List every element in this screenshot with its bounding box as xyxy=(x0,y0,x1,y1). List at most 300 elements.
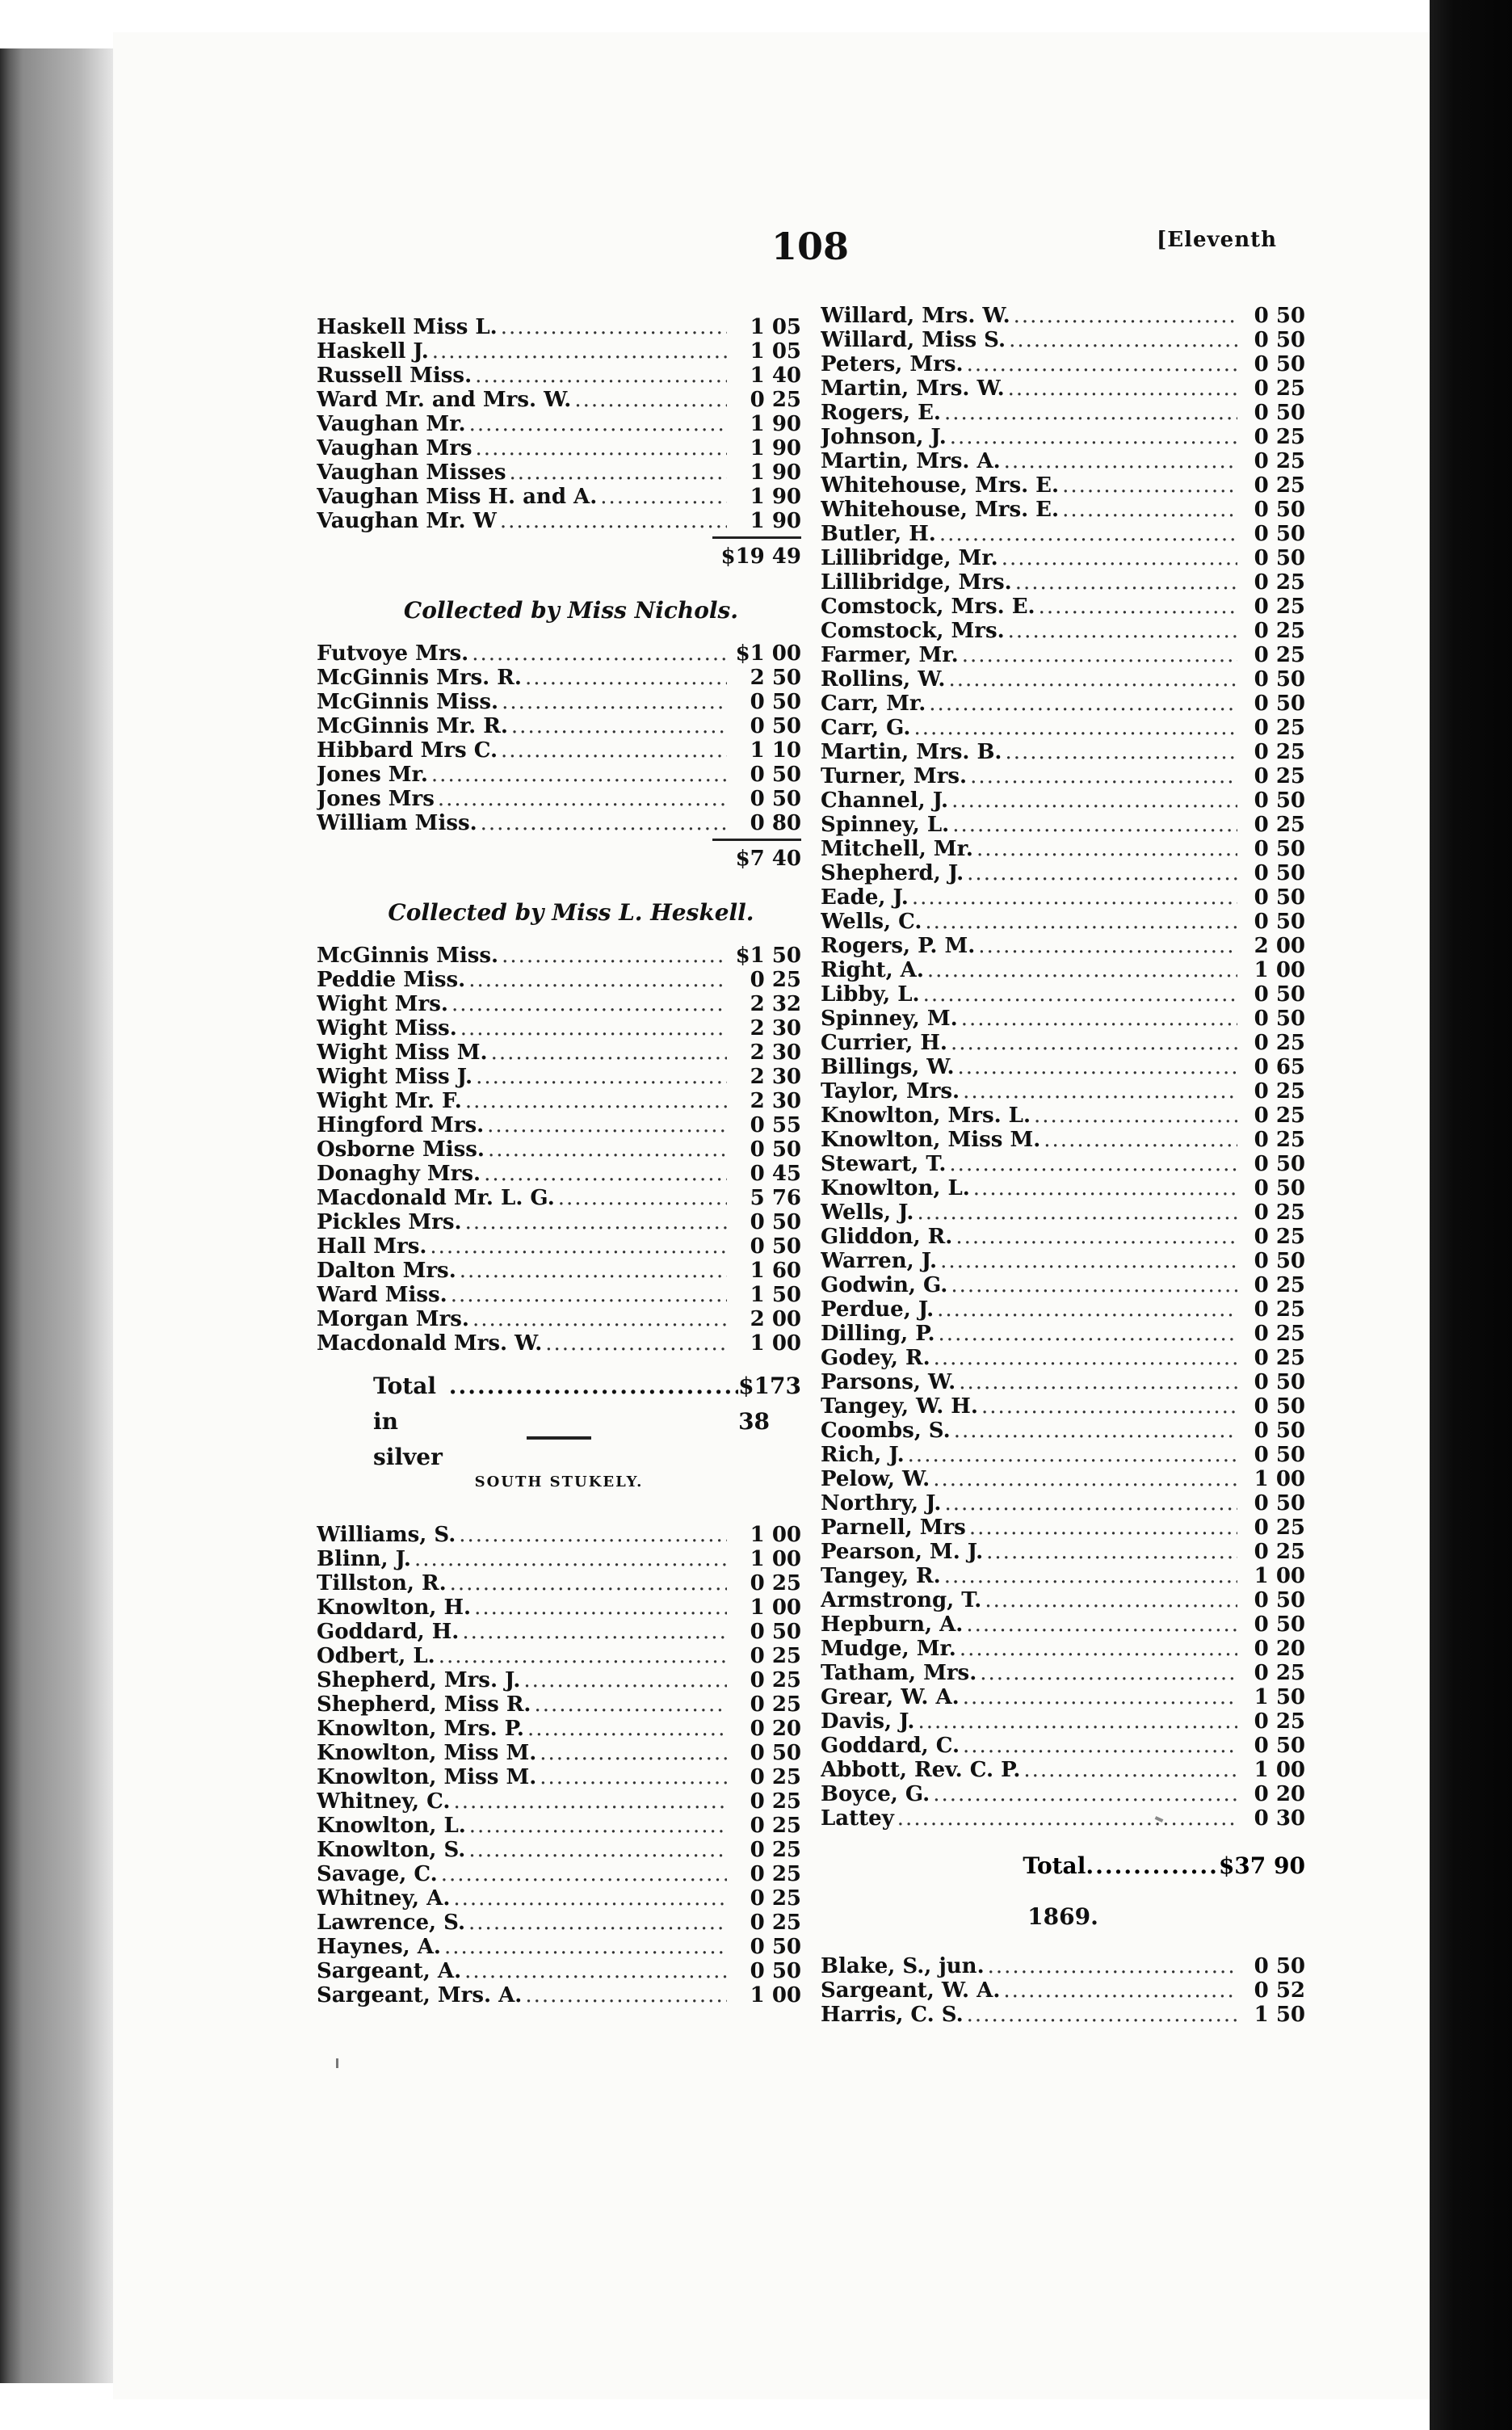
contributor-name: Pickles Mrs. xyxy=(317,1210,462,1234)
contribution-amount: 1 10 xyxy=(750,738,801,763)
contribution-amount: 0 25 xyxy=(1254,1225,1305,1249)
leader-dots xyxy=(450,1886,727,1911)
contribution-amount: 0 25 xyxy=(1254,1540,1305,1564)
list-entry xyxy=(317,1789,801,1814)
contributor-name: Peters, Mrs. xyxy=(821,352,964,376)
list-entry xyxy=(821,788,1305,813)
list-entry xyxy=(821,740,1305,764)
contributor-name: Carr, Mr. xyxy=(821,692,926,716)
contribution-amount: 0 50 xyxy=(1254,1954,1305,1978)
contributor-name: Davis, J. xyxy=(821,1709,915,1734)
list-entry xyxy=(821,1249,1305,1273)
contribution-amount: 0 25 xyxy=(1254,1200,1305,1225)
contribution-amount: 0 25 xyxy=(1254,1128,1305,1152)
list-entry xyxy=(317,315,801,339)
contribution-amount: 0 50 xyxy=(1254,1394,1305,1419)
contributor-name: Osborne Miss. xyxy=(317,1137,485,1162)
contribution-amount: 0 25 xyxy=(750,1911,801,1935)
list-entry xyxy=(821,449,1305,473)
contribution-amount: 0 50 xyxy=(1254,861,1305,885)
list-entry xyxy=(317,1838,801,1862)
contributor-name: Parnell, Mrs xyxy=(821,1516,966,1540)
leader-dots xyxy=(976,1661,1237,1685)
leader-dots xyxy=(446,1368,738,1404)
leader-dots xyxy=(981,1588,1237,1612)
contribution-amount: 0 50 xyxy=(1254,352,1305,376)
contribution-amount: 1 50 xyxy=(1254,1685,1305,1709)
contributor-name: Lattey xyxy=(821,1806,894,1831)
contribution-amount: 0 25 xyxy=(1254,570,1305,595)
contribution-amount: 0 25 xyxy=(1254,1516,1305,1540)
leader-dots xyxy=(411,1547,727,1571)
contribution-amount: 0 25 xyxy=(1254,1346,1305,1370)
contributor-name: Martin, Mrs. A. xyxy=(821,449,1001,473)
contribution-amount: 0 25 xyxy=(1254,1322,1305,1346)
contribution-amount: 0 50 xyxy=(1254,498,1305,522)
contributor-name: Tatham, Mrs. xyxy=(821,1661,977,1685)
list-entry xyxy=(317,1571,801,1595)
contributor-name: McGinnis Mrs. R. xyxy=(317,666,522,690)
leader-dots xyxy=(958,1007,1237,1031)
contribution-amount: 0 50 xyxy=(1254,1007,1305,1031)
contributor-name: Tillston, R. xyxy=(317,1571,447,1595)
contributor-name: Harris, C. S. xyxy=(821,2003,964,2027)
leader-dots xyxy=(459,1620,727,1644)
contributor-name: Lillibridge, Mrs. xyxy=(821,570,1012,595)
contributor-name: Wells, J. xyxy=(821,1200,914,1225)
list-entry xyxy=(821,1685,1305,1709)
contribution-amount: 0 50 xyxy=(750,1741,801,1765)
contribution-amount: 0 25 xyxy=(1254,1031,1305,1055)
leader-dots xyxy=(924,958,1237,982)
leader-dots xyxy=(964,352,1237,376)
list-entry xyxy=(317,1668,801,1692)
leader-dots xyxy=(506,460,727,485)
contribution-amount: 1 00 xyxy=(1254,958,1305,982)
contributor-name: Haskell Miss L. xyxy=(317,315,498,339)
list-entry xyxy=(821,1782,1305,1806)
leader-dots xyxy=(472,436,727,460)
contributor-name: Sargeant, A. xyxy=(317,1959,462,1983)
contribution-amount: 2 30 xyxy=(750,1041,801,1065)
contributor-name: Knowlton, L. xyxy=(317,1814,466,1838)
list-entry xyxy=(317,339,801,364)
leader-dots xyxy=(1002,740,1237,764)
contributor-name: Wight Mr. F. xyxy=(317,1089,462,1113)
list-entry xyxy=(821,425,1305,449)
leader-dots xyxy=(963,1612,1237,1637)
list-entry xyxy=(821,958,1305,982)
list-entry xyxy=(821,910,1305,934)
list-entry xyxy=(821,1709,1305,1734)
group-1-total: $19 49 xyxy=(712,536,801,574)
leader-dots xyxy=(960,1685,1237,1709)
contributor-name: Haynes, A. xyxy=(317,1935,441,1959)
contribution-amount: 1 90 xyxy=(750,485,801,509)
list-entry xyxy=(317,1814,801,1838)
leader-dots xyxy=(471,1595,727,1620)
leader-dots xyxy=(983,1540,1237,1564)
contribution-amount: 0 52 xyxy=(1254,1978,1305,2003)
contribution-amount: 0 25 xyxy=(750,1765,801,1789)
contributor-name: Abbott, Rev. C. P. xyxy=(821,1758,1021,1782)
contribution-amount: 1 50 xyxy=(1254,2003,1305,2027)
contributor-name: Macdonald Mr. L. G. xyxy=(317,1186,555,1210)
contributor-name: Godwin, G. xyxy=(821,1273,948,1297)
contribution-amount: 0 20 xyxy=(750,1717,801,1741)
contribution-amount: 1 05 xyxy=(750,315,801,339)
contributor-name: McGinnis Miss. xyxy=(317,690,499,714)
leader-dots xyxy=(967,764,1237,788)
contribution-amount: 0 50 xyxy=(1254,1588,1305,1612)
contribution-amount: 0 50 xyxy=(1254,1491,1305,1516)
contributor-name: Vaughan Mr. W xyxy=(317,509,497,533)
contribution-amount: 1 90 xyxy=(750,412,801,436)
leader-dots xyxy=(956,1370,1237,1394)
book-gutter-left xyxy=(0,48,113,2383)
leader-dots xyxy=(985,1954,1237,1978)
left-group-2 xyxy=(317,641,801,835)
leader-dots xyxy=(456,1259,727,1283)
list-entry xyxy=(821,546,1305,570)
contribution-amount: 0 50 xyxy=(750,763,801,787)
contributor-name: Knowlton, Miss M. xyxy=(317,1741,537,1765)
leader-dots xyxy=(1059,498,1237,522)
contributor-name: Knowlton, Miss M. xyxy=(821,1128,1041,1152)
contribution-amount: 0 50 xyxy=(1254,1734,1305,1758)
contribution-amount: 0 50 xyxy=(1254,1419,1305,1443)
list-entry xyxy=(317,1595,801,1620)
leader-dots xyxy=(488,1041,727,1065)
right-group-2 xyxy=(821,1954,1305,2027)
leader-dots xyxy=(1012,570,1237,595)
contributor-name: Wells, C. xyxy=(821,910,922,934)
contribution-amount: 0 25 xyxy=(1254,716,1305,740)
leader-dots xyxy=(555,1186,727,1210)
book-edge-right xyxy=(1430,0,1512,2430)
margin-mark xyxy=(336,2058,338,2068)
list-entry xyxy=(821,328,1305,352)
list-entry xyxy=(821,1612,1305,1637)
contribution-amount: 2 30 xyxy=(750,1016,801,1041)
leader-dots xyxy=(1005,376,1237,401)
contributor-name: Johnson, J. xyxy=(821,425,947,449)
list-entry xyxy=(821,1588,1305,1612)
contributor-name: McGinnis Miss. xyxy=(317,944,499,968)
contribution-amount: 0 25 xyxy=(1254,1273,1305,1297)
leader-dots xyxy=(597,485,727,509)
contribution-amount: 0 45 xyxy=(750,1162,801,1186)
leader-dots xyxy=(498,738,727,763)
list-entry xyxy=(317,1935,801,1959)
list-entry xyxy=(317,666,801,690)
list-entry xyxy=(317,364,801,388)
contributor-name: Hingford Mrs. xyxy=(317,1113,485,1137)
right-group-1 xyxy=(821,304,1305,1831)
list-entry xyxy=(317,1547,801,1571)
contribution-amount: 0 25 xyxy=(750,388,801,412)
contribution-amount: 0 25 xyxy=(1254,740,1305,764)
leader-dots xyxy=(920,982,1237,1007)
contributor-name: Blinn, J. xyxy=(317,1547,411,1571)
list-entry xyxy=(317,1886,801,1911)
contribution-amount: 2 00 xyxy=(750,1307,801,1331)
list-entry xyxy=(821,1297,1305,1322)
contributor-name: Godey, R. xyxy=(821,1346,930,1370)
list-entry xyxy=(821,1954,1305,1978)
contribution-amount: 0 25 xyxy=(1254,1709,1305,1734)
list-entry xyxy=(821,595,1305,619)
contribution-amount: 1 50 xyxy=(750,1283,801,1307)
contributor-name: Grear, W. A. xyxy=(821,1685,960,1709)
contribution-amount: 0 50 xyxy=(1254,910,1305,934)
contribution-amount: 0 25 xyxy=(1254,619,1305,643)
leader-dots xyxy=(947,1031,1237,1055)
list-entry xyxy=(821,692,1305,716)
contribution-amount: 0 25 xyxy=(1254,595,1305,619)
list-entry xyxy=(317,641,801,666)
leader-dots xyxy=(914,1200,1237,1225)
contributor-name: Pelow, W. xyxy=(821,1467,930,1491)
list-entry xyxy=(317,1620,801,1644)
leader-dots xyxy=(447,1571,727,1595)
leader-dots xyxy=(481,1162,727,1186)
list-entry xyxy=(821,498,1305,522)
leader-dots xyxy=(934,1297,1237,1322)
contribution-amount: 1 60 xyxy=(750,1259,801,1283)
right-column xyxy=(821,304,1305,2027)
list-entry xyxy=(821,1031,1305,1055)
contributor-name: Comstock, Mrs. xyxy=(821,619,1005,643)
contributor-name: Knowlton, S. xyxy=(317,1838,466,1862)
list-entry xyxy=(317,1234,801,1259)
contribution-amount: 0 50 xyxy=(750,690,801,714)
running-head: [Eleventh xyxy=(1157,228,1278,252)
list-entry xyxy=(821,1443,1305,1467)
contributor-name: Armstrong, T. xyxy=(821,1588,982,1612)
contributor-name: Carr, G. xyxy=(821,716,911,740)
leader-dots xyxy=(472,1065,727,1089)
leader-dots xyxy=(428,763,727,787)
leader-dots xyxy=(435,787,727,811)
leader-dots xyxy=(465,1838,727,1862)
leader-dots xyxy=(462,1210,727,1234)
contributor-name: Savage, C. xyxy=(317,1862,438,1886)
contribution-amount: 0 25 xyxy=(1254,376,1305,401)
contributor-name: Wight Miss M. xyxy=(317,1041,488,1065)
contributor-name: Futvoye Mrs. xyxy=(317,641,469,666)
contribution-amount: 1 00 xyxy=(750,1331,801,1356)
leader-dots xyxy=(472,364,727,388)
list-entry xyxy=(317,1283,801,1307)
contributor-name: Rollins, W. xyxy=(821,667,946,692)
list-entry xyxy=(821,304,1305,328)
leader-dots xyxy=(522,666,727,690)
leader-dots xyxy=(894,1806,1237,1831)
list-entry xyxy=(821,522,1305,546)
leader-dots xyxy=(964,861,1237,885)
contributor-name: Libby, L. xyxy=(821,982,920,1007)
list-entry xyxy=(317,460,801,485)
list-entry xyxy=(317,1644,801,1668)
contributor-name: Shepherd, J. xyxy=(821,861,964,885)
leader-dots xyxy=(571,388,727,412)
contributor-name: Vaughan Mrs xyxy=(317,436,472,460)
contributor-name: Vaughan Misses xyxy=(317,460,506,485)
leader-dots xyxy=(998,546,1237,570)
silver-total-amount: $173 38 xyxy=(738,1373,801,1435)
contribution-amount: 0 50 xyxy=(1254,522,1305,546)
list-entry xyxy=(821,1128,1305,1152)
leader-dots xyxy=(531,1692,727,1717)
group-2-total: $7 40 xyxy=(712,839,801,877)
list-entry xyxy=(821,473,1305,498)
list-entry xyxy=(317,1113,801,1137)
contribution-amount: 0 25 xyxy=(1254,425,1305,449)
leader-dots xyxy=(966,1516,1237,1540)
leader-dots xyxy=(466,412,727,436)
leader-dots xyxy=(1010,304,1237,328)
list-entry xyxy=(317,1089,801,1113)
leader-dots xyxy=(448,992,727,1016)
leader-dots xyxy=(947,1273,1237,1297)
contributor-name: Dilling, P. xyxy=(821,1322,935,1346)
contributor-name: Channel, J. xyxy=(821,788,949,813)
list-entry xyxy=(821,1734,1305,1758)
list-entry xyxy=(821,934,1305,958)
leader-dots xyxy=(941,1491,1237,1516)
contributor-name: Rich, J. xyxy=(821,1443,905,1467)
contributor-name: Boyce, G. xyxy=(821,1782,930,1806)
list-entry xyxy=(317,1911,801,1935)
list-entry xyxy=(317,738,801,763)
contributor-name: Whitney, A. xyxy=(317,1886,451,1911)
list-entry xyxy=(317,1016,801,1041)
contribution-amount: 0 50 xyxy=(1254,1612,1305,1637)
contribution-amount: 0 25 xyxy=(750,1692,801,1717)
list-entry xyxy=(821,352,1305,376)
leader-dots xyxy=(905,1443,1237,1467)
leader-dots xyxy=(937,1249,1237,1273)
list-entry xyxy=(317,1765,801,1789)
contributor-name: Donaghy Mrs. xyxy=(317,1162,481,1186)
leader-dots xyxy=(498,690,727,714)
list-entry xyxy=(317,1523,801,1547)
list-entry xyxy=(821,1346,1305,1370)
leader-dots xyxy=(1001,449,1237,473)
leader-dots xyxy=(973,837,1237,861)
list-entry xyxy=(821,1104,1305,1128)
leader-dots xyxy=(456,1523,727,1547)
contribution-amount: 0 25 xyxy=(1254,473,1305,498)
list-entry xyxy=(821,667,1305,692)
year-heading: 1869. xyxy=(1027,1903,1098,1930)
leader-dots xyxy=(498,944,727,968)
leader-dots xyxy=(465,1911,727,1935)
contribution-amount: $1 50 xyxy=(735,944,801,968)
leader-dots xyxy=(930,1782,1237,1806)
leader-dots xyxy=(508,714,727,738)
contribution-amount: 0 30 xyxy=(1254,1806,1305,1831)
contribution-amount: 0 50 xyxy=(1254,1370,1305,1394)
contribution-amount: 2 00 xyxy=(1254,934,1305,958)
contributor-name: Perdue, J. xyxy=(821,1297,934,1322)
leader-dots xyxy=(477,811,727,835)
right-total-amount: $37 90 xyxy=(1218,1852,1305,1879)
list-entry xyxy=(821,1322,1305,1346)
list-entry xyxy=(821,1079,1305,1104)
contributor-name: Whitney, C. xyxy=(317,1789,451,1814)
contributor-name: Comstock, Mrs. E. xyxy=(821,595,1035,619)
leader-dots xyxy=(926,692,1237,716)
contribution-amount: 0 50 xyxy=(750,1137,801,1162)
leader-dots xyxy=(447,1283,727,1307)
list-entry xyxy=(821,716,1305,740)
page-number: 108 xyxy=(771,225,850,268)
contributor-name: Shepherd, Mrs. J. xyxy=(317,1668,521,1692)
list-entry xyxy=(821,1394,1305,1419)
list-entry xyxy=(317,944,801,968)
contributor-name: Spinney, L. xyxy=(821,813,950,837)
contribution-amount: 0 50 xyxy=(750,1234,801,1259)
contributor-name: Gliddon, R. xyxy=(821,1225,953,1249)
contributor-name: Mudge, Mr. xyxy=(821,1637,956,1661)
leader-dots xyxy=(978,1394,1237,1419)
section-title-nichols: Collected by Miss Nichols. xyxy=(403,597,739,624)
list-entry xyxy=(821,1978,1305,2003)
contributor-name: Northry, J. xyxy=(821,1491,942,1516)
contribution-amount: 0 50 xyxy=(1254,667,1305,692)
leader-dots xyxy=(949,813,1237,837)
left-group-1 xyxy=(317,315,801,533)
list-entry xyxy=(821,1419,1305,1443)
leader-dots xyxy=(426,1234,727,1259)
contribution-amount: 0 25 xyxy=(1254,813,1305,837)
list-entry xyxy=(317,436,801,460)
contributor-name: Morgan Mrs. xyxy=(317,1307,469,1331)
list-entry xyxy=(821,570,1305,595)
contribution-amount: 0 50 xyxy=(1254,885,1305,910)
contribution-amount: 0 25 xyxy=(750,968,801,992)
leader-dots xyxy=(948,788,1237,813)
leader-dots xyxy=(909,885,1237,910)
list-entry xyxy=(317,1741,801,1765)
leader-dots xyxy=(485,1137,727,1162)
list-entry xyxy=(317,1862,801,1886)
contribution-amount: 0 25 xyxy=(1254,764,1305,788)
list-entry xyxy=(821,861,1305,885)
contribution-amount: 0 50 xyxy=(750,787,801,811)
contributor-name: Pearson, M. J. xyxy=(821,1540,984,1564)
leader-dots xyxy=(975,934,1237,958)
list-entry xyxy=(317,388,801,412)
list-entry xyxy=(821,1661,1305,1685)
contributor-name: Blake, S., jun. xyxy=(821,1954,985,1978)
leader-dots xyxy=(941,401,1237,425)
list-entry xyxy=(821,1516,1305,1540)
list-entry xyxy=(317,509,801,533)
contributor-name: Peddie Miss. xyxy=(317,968,466,992)
contribution-amount: 2 32 xyxy=(750,992,801,1016)
left-group-3 xyxy=(317,944,801,1356)
contribution-amount: 1 00 xyxy=(1254,1467,1305,1491)
leader-dots xyxy=(959,643,1237,667)
leader-dots xyxy=(438,1862,727,1886)
contribution-amount: 1 00 xyxy=(1254,1564,1305,1588)
contributor-name: Right, A. xyxy=(821,958,924,982)
leader-dots xyxy=(956,1637,1237,1661)
contributor-name: Dalton Mrs. xyxy=(317,1259,456,1283)
